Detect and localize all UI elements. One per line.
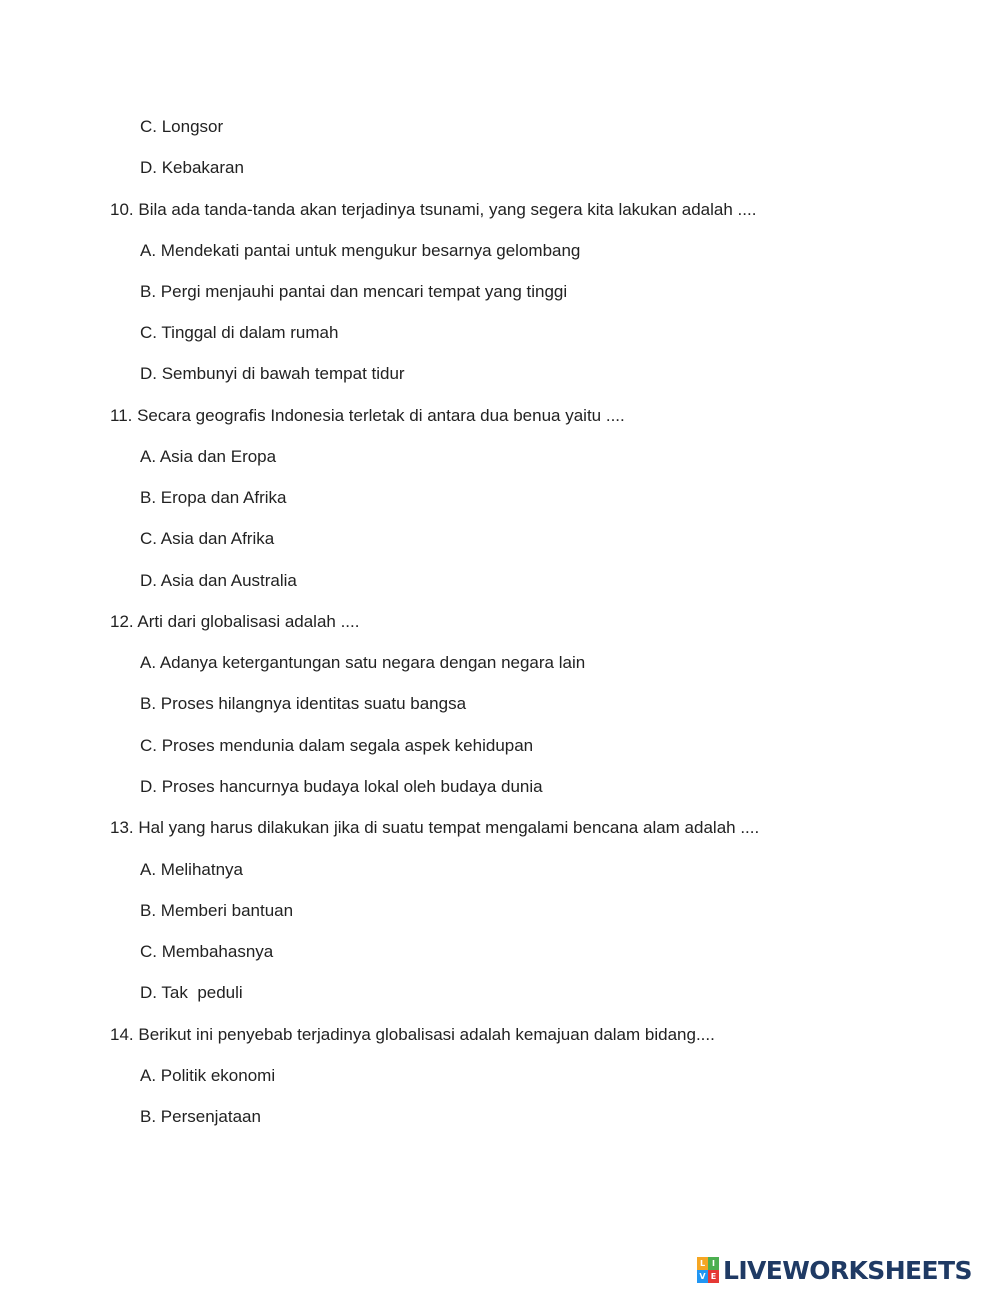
option-line: B. Eropa dan Afrika [140,488,287,507]
logo-wordmark: LIVEWORKSHEETS [723,1255,972,1285]
option-line: A. Melihatnya [140,860,243,879]
logo-letter-e: E [708,1270,719,1283]
logo-letter-i: I [708,1257,719,1270]
option-line: D. Kebakaran [140,158,244,177]
logo-letter-l: L [697,1257,708,1270]
option-line: C. Longsor [140,117,224,136]
question-line: 14. Berikut ini penyebab terjadinya globalisasi adalah kemajuan dalam bidang.... [110,1025,715,1044]
option-line: A. Politik ekonomi [140,1066,276,1085]
option-line: A. Adanya ketergantungan satu negara dengan negara lain [140,653,586,672]
option-line: B. Pergi menjauhi pantai dan mencari tempat yang tinggi [140,282,568,301]
liveworksheets-logo [697,1254,972,1286]
option-line: C. Proses mendunia dalam segala aspek kehidupan [140,736,534,755]
option-line: D. Proses hancurnya budaya lokal oleh budaya dunia [140,777,543,796]
option-line: D. Asia dan Australia [140,571,297,590]
question-line: 10. Bila ada tanda-tanda akan terjadinya tsunami, yang segera kita lakukan adalah .... [110,200,757,219]
option-line: B. Proses hilangnya identitas suatu bangsa [140,694,467,713]
live-blocks-icon [697,1257,719,1283]
question-line: 11. Secara geografis Indonesia terletak di antara dua benua yaitu .... [110,406,625,425]
logo-letter-v: V [697,1270,708,1283]
option-line: C. Asia dan Afrika [140,529,275,548]
question-line: 12. Arti dari globalisasi adalah .... [110,612,360,631]
option-line: B. Persenjataan [140,1107,261,1126]
option-line: C. Tinggal di dalam rumah [140,323,339,342]
option-line: C. Membahasnya [140,942,274,961]
option-line: B. Memberi bantuan [140,901,294,920]
option-line: A. Mendekati pantai untuk mengukur besarnya gelombang [140,241,581,260]
option-line: A. Asia dan Eropa [140,447,277,466]
option-line: D. Tak peduli [140,983,243,1002]
question-line: 13. Hal yang harus dilakukan jika di suatu tempat mengalami bencana alam adalah .... [110,818,760,837]
option-line: D. Sembunyi di bawah tempat tidur [140,364,405,383]
